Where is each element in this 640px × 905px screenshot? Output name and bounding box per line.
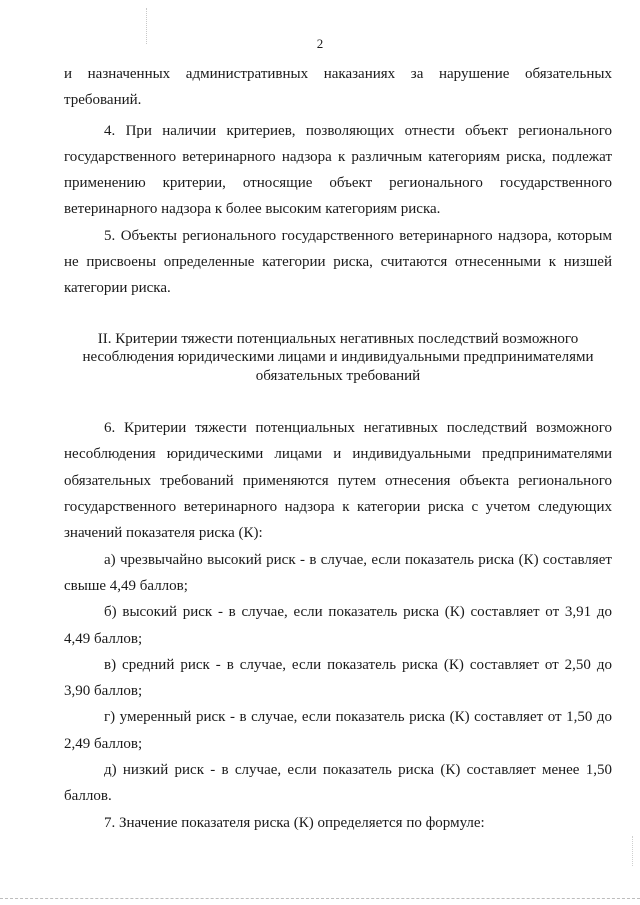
scan-artifact (632, 836, 634, 866)
section-heading-line: несоблюдения юридическими лицами и индивидуальными предпринимателями (82, 349, 594, 366)
paragraph-7: 7. Значение показателя риска (К) определяется по формуле: (104, 814, 485, 831)
section-heading (64, 330, 612, 386)
section-heading-line: обязательных требований (255, 367, 421, 384)
document-body (64, 61, 612, 836)
list-item-b: б) высокий риск - в случае, если показатель риска (К) составляет от 3,91 до 4,49 баллов; (64, 604, 612, 647)
paragraph-4: 4. При наличии критериев, позволяющих отнести объект регионального государственного ветеринарного надзора к различным категориям риска, подлежат применению критерии, относящие объект регионального государственного ветеринарного надзора к более высоким категориям риска. (64, 122, 612, 218)
list-item-a: а) чрезвычайно высокий риск - в случае, если показатель риска (К) составляет свыше 4,49 баллов; (64, 551, 612, 594)
page-number: 2 (316, 36, 324, 51)
paragraph-continuation: и назначенных административных наказаниях за нарушение обязательных требований. (64, 66, 612, 109)
list-item-c: в) средний риск - в случае, если показатель риска (К) составляет от 2,50 до 3,90 баллов; (64, 656, 612, 700)
list-item-e: д) низкий риск - в случае, если показатель риска (К) составляет менее 1,50 баллов. (64, 762, 612, 805)
list-item-d: г) умеренный риск - в случае, если показатель риска (К) составляет от 1,50 до 2,49 баллов; (64, 709, 612, 752)
paragraph-5: 5. Объекты регионального государственного ветеринарного надзора, которым не присвоены определенные категории риска, считаются отнесенными к низшей категории риска. (64, 227, 612, 297)
paragraph-6: 6. Критерии тяжести потенциальных негативных последствий возможного несоблюдения юридическими лицами и индивидуальными предпринимателями обязательных требований применяются путем отнесения объекта регионального государственного ветеринарного надзора к категории риска с учетом следующих значений показателя риска (К): (64, 420, 612, 542)
section-heading-line: II. Критерии тяжести потенциальных негативных последствий возможного (97, 330, 579, 347)
scan-artifact (0, 898, 640, 899)
